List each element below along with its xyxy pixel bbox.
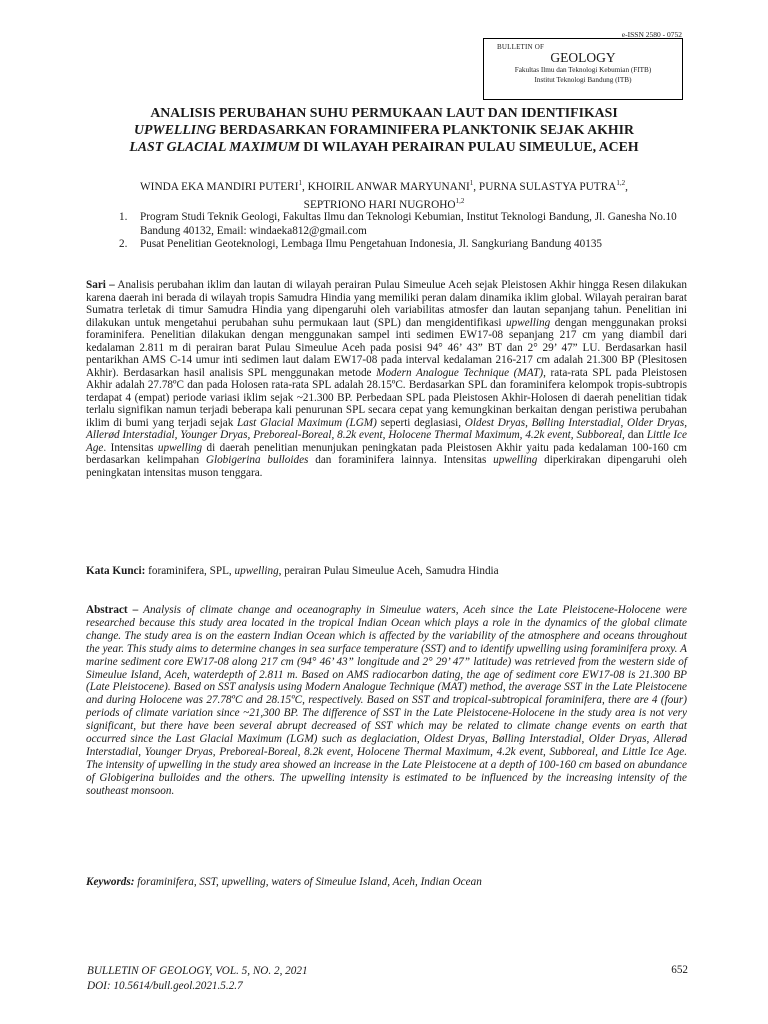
kata-kunci-text: foraminifera, SPL, [145, 565, 235, 577]
journal-logo-box [483, 38, 683, 100]
title-line-2 [60, 121, 708, 138]
author-4-affil: 1,2 [455, 196, 465, 205]
sari-italic: Little Ice Age [86, 429, 687, 454]
author-3: , PURNA SULASTYA PUTRA [473, 180, 617, 193]
institute-label: Institut Teknologi Bandung (ITB) [534, 76, 632, 84]
kata-kunci-italic: upwelling [234, 565, 279, 577]
faculty-label: Fakultas Ilmu dan Teknologi Kebumian (FITB) [514, 66, 652, 74]
author-3-comma: , [625, 180, 628, 193]
affiliation-number: 1. [119, 211, 128, 223]
author-3-affil: 1,2 [616, 179, 626, 187]
sari-text: diperkirakan dipengaruhi oleh peningkatan intensitas muson tenggara. [86, 454, 687, 479]
title-line-1: ANALISIS PERUBAHAN SUHU PERMUKAAN LAUT DAN IDENTIFIKASI [150, 105, 618, 120]
keywords [86, 876, 687, 889]
issn-label: e-ISSN 2580 - 0752 [621, 30, 682, 39]
keywords-text: foraminifera, SST, upwelling, waters of Simeulue Island, Aceh, Indian Ocean [134, 876, 482, 888]
bulletin-of-label: BULLETIN OF [497, 43, 545, 51]
sari-italic: Oldest Dryas, Bølling Interstadial, Older Dryas, Allerød Interstadial, Younger Dryas, Preboreal-Boreal, 8.2k event, Holocene Thermal Maximum, 4.2k event, Subboreal, [86, 416, 687, 441]
geology-label: GEOLOGY [550, 50, 616, 65]
abstract-text: Analysis of climate change and oceanography in Simeulue waters, Aceh since the Late Pleistocene-Holocene were researched because this study area located in the tropical Indian Ocean which plays a role in the dynamics of the global climate change. The study area is on the eastern Indian Ocean which is affected by the variability of the atmosphere and oceans throughout the year. This study aims to determine changes in sea surface temperature (SST) and to identify upwelling using foraminifera proxy. A marine sediment core EW17-08 along 217 cm (94° 46’ 43” longitude and 2° 29’ 47” latitude) was retrieved from the western side of Simeulue Island, Aceh, waterdepth of 2.811 m. Based on AMS radiocarbon dating, the age of sediment core EW17-08 is 21.300 BP (Late Pleistocene). Based on SST analysis using Modern Analogue Technique (MAT) method, the average SST in the Late Pleistocene and during Holocene was 27.78ºC and 28.15ºC, respectively. Based on SST and tropical-subtropical foraminifera, there are 4 (four) periods of climate variation since ~21,300 BP. The difference of SST in the Late Pleistocene-Holocene in the study area is not very significant, but there have been several abrupt decreased of SST which may be related to climate change events on earth that occurred since the Last Glacial Maximum (LGM) such as deglaciation, Oldest Dryas, Bølling Interstadial, Older Dryas, Allerød Interstadial, Younger Dryas, Preboreal-Boreal, 8.2k event, Holocene Thermal Maximum, 4.2k event, Subboreal, and Little Ice Age. The intensity of upwelling in the study area showed an increase in the Late Pleistocene at a depth of 100-160 cm based on abundance of Globigerina bulloides and the others. The upwelling intensity is estimated to be influenced by the increasing intensity of the southeast monsoon. [86, 604, 687, 797]
paper-title [60, 104, 708, 155]
sari-text: seperti deglasiasi, [376, 416, 465, 429]
kata-kunci [86, 565, 687, 578]
sari-text: dengan menggunakan proksi foraminifera. Penelitian dilakukan dengan menggunakan sampel inti sedimen EW17-08 sepanjang 217 cm yang diambil dari kedalaman 2.811 m di perairan barat Pulau Simeulue Aceh pada posisi 94° 46’ 43” BT dan 2° 29’ 47” LU. Berdasarkan hasil pentarikhan AMS C-14 umur inti sedimen laut dalam EW17-08 pada interval kedalaman 216-217 cm adalah 21.300 BP (Plesitosen Akhir). Berdasarkan hasil analisis SPL menggunakan metode [86, 316, 688, 379]
sari-text: di daerah penelitian menunjukan peningkatan pada Pleistosen Akhir yaitu pada kedalaman 100-160 cm berdasarkan kelimpahan [86, 441, 687, 466]
author-1: WINDA EKA MANDIRI PUTERI [140, 180, 299, 193]
authors-line-2 [60, 194, 708, 212]
affiliation-number: 2. [119, 238, 128, 251]
affiliation-text: Program Studi Teknik Geologi, Fakultas Ilmu dan Teknologi Kebumian, Institut Teknologi Bandung, Jl. Ganesha No.10 Bandung 40132, Email: windaeka812@gmail.com [140, 211, 677, 237]
page-number: 652 [671, 964, 688, 976]
author-4: SEPTRIONO HARI NUGROHO [303, 198, 456, 211]
abstract-paragraph [86, 604, 687, 798]
sari-label: Sari – [86, 279, 115, 291]
sari-italic: Modern Analogue Technique (MAT) [376, 366, 544, 379]
footer-citation [87, 964, 308, 994]
sari-text: Analisis perubahan iklim dan lautan di wilayah perairan Pulau Simeulue Aceh sejak Pleistosen Akhir hingga Resen dilakukan karena daerah ini berada di wilayah tropis Samudra Hindia yang memiliki peran dalam dinamika iklim global. Wilayah perairan barat Sumatra terletak di timur Samudra Hindia yang dipengaruhi oleh variabilitas atmosfer dan lautan sepanjang tahun. Penelitian ini dilakukan untuk mengetahui perubahan suhu permukaan laut (SPL) dan mengidentifikasi [86, 279, 687, 329]
sari-text: dan [624, 429, 647, 441]
sari-italic: upwelling [506, 316, 551, 329]
title-line-3-rest: DI WILAYAH PERAIRAN PULAU SIMEULUE, ACEH [299, 139, 639, 154]
keywords-label: Keywords: [86, 876, 135, 888]
author-2: , KHOIRIL ANWAR MARYUNANI [301, 180, 470, 193]
authors-line-1 [60, 176, 708, 194]
author-2-affil: 1 [469, 179, 474, 187]
abstract-label: Abstract – [86, 604, 139, 616]
sari-text: , rata-rata SPL pada Pleistosen Akhir adalah 27.78ºC dan pada Holosen rata-rata SPL adalah 28.15ºC. Berdasarkan SPL dan foraminifera kelompok tropis-subtropis terdapat 4 (empat) periode variasi iklim sejak ~21.300 BP. Perbedaan SPL pada Pleistosen Akhir-Holosen di daerah penelitian tidak terlalu signifikan namun terjadi beberapa kali penurunan SPL secara cepat yang kemungkinan berkaitan dengan peristiwa perubahan iklim di bumi yang terjadi sejak [86, 366, 687, 429]
kata-kunci-label: Kata Kunci: [86, 565, 146, 577]
kata-kunci-text: , perairan Pulau Simeulue Aceh, Samudra Hindia [278, 565, 499, 577]
footer-journal: BULLETIN OF GEOLOGY, VOL. 5, NO. 2, 2021 [87, 965, 308, 977]
author-1-affil: 1 [298, 179, 302, 187]
sari-text: . Intensitas [103, 441, 158, 454]
affiliation-list [116, 211, 696, 252]
footer-doi: DOI: 10.5614/bull.geol.2021.5.2.7 [87, 980, 243, 992]
title-line-2-rest: BERDASARKAN FORAMINIFERA PLANKTONIK SEJAK AKHIR [216, 122, 634, 137]
affiliation-item [116, 238, 696, 252]
sari-italic: upwelling [157, 441, 203, 454]
sari-italic: Globigerina bulloides [205, 454, 309, 466]
title-lgm: LAST GLACIAL MAXIMUM [129, 139, 300, 154]
sari-italic: upwelling [493, 454, 538, 466]
title-line-3 [60, 138, 708, 155]
affiliation-item [116, 211, 696, 238]
sari-text: dan foraminifera lainnya. Intensitas [308, 454, 494, 466]
affiliation-text: Pusat Penelitian Geoteknologi, Lembaga Ilmu Pengetahuan Indonesia, Jl. Sangkuriang Bandung 40135 [140, 238, 603, 251]
author-list [60, 176, 708, 212]
sari-italic: Last Glacial Maximum (LGM) [237, 416, 377, 429]
title-upwelling: UPWELLING [134, 122, 217, 137]
sari-paragraph [86, 279, 687, 479]
